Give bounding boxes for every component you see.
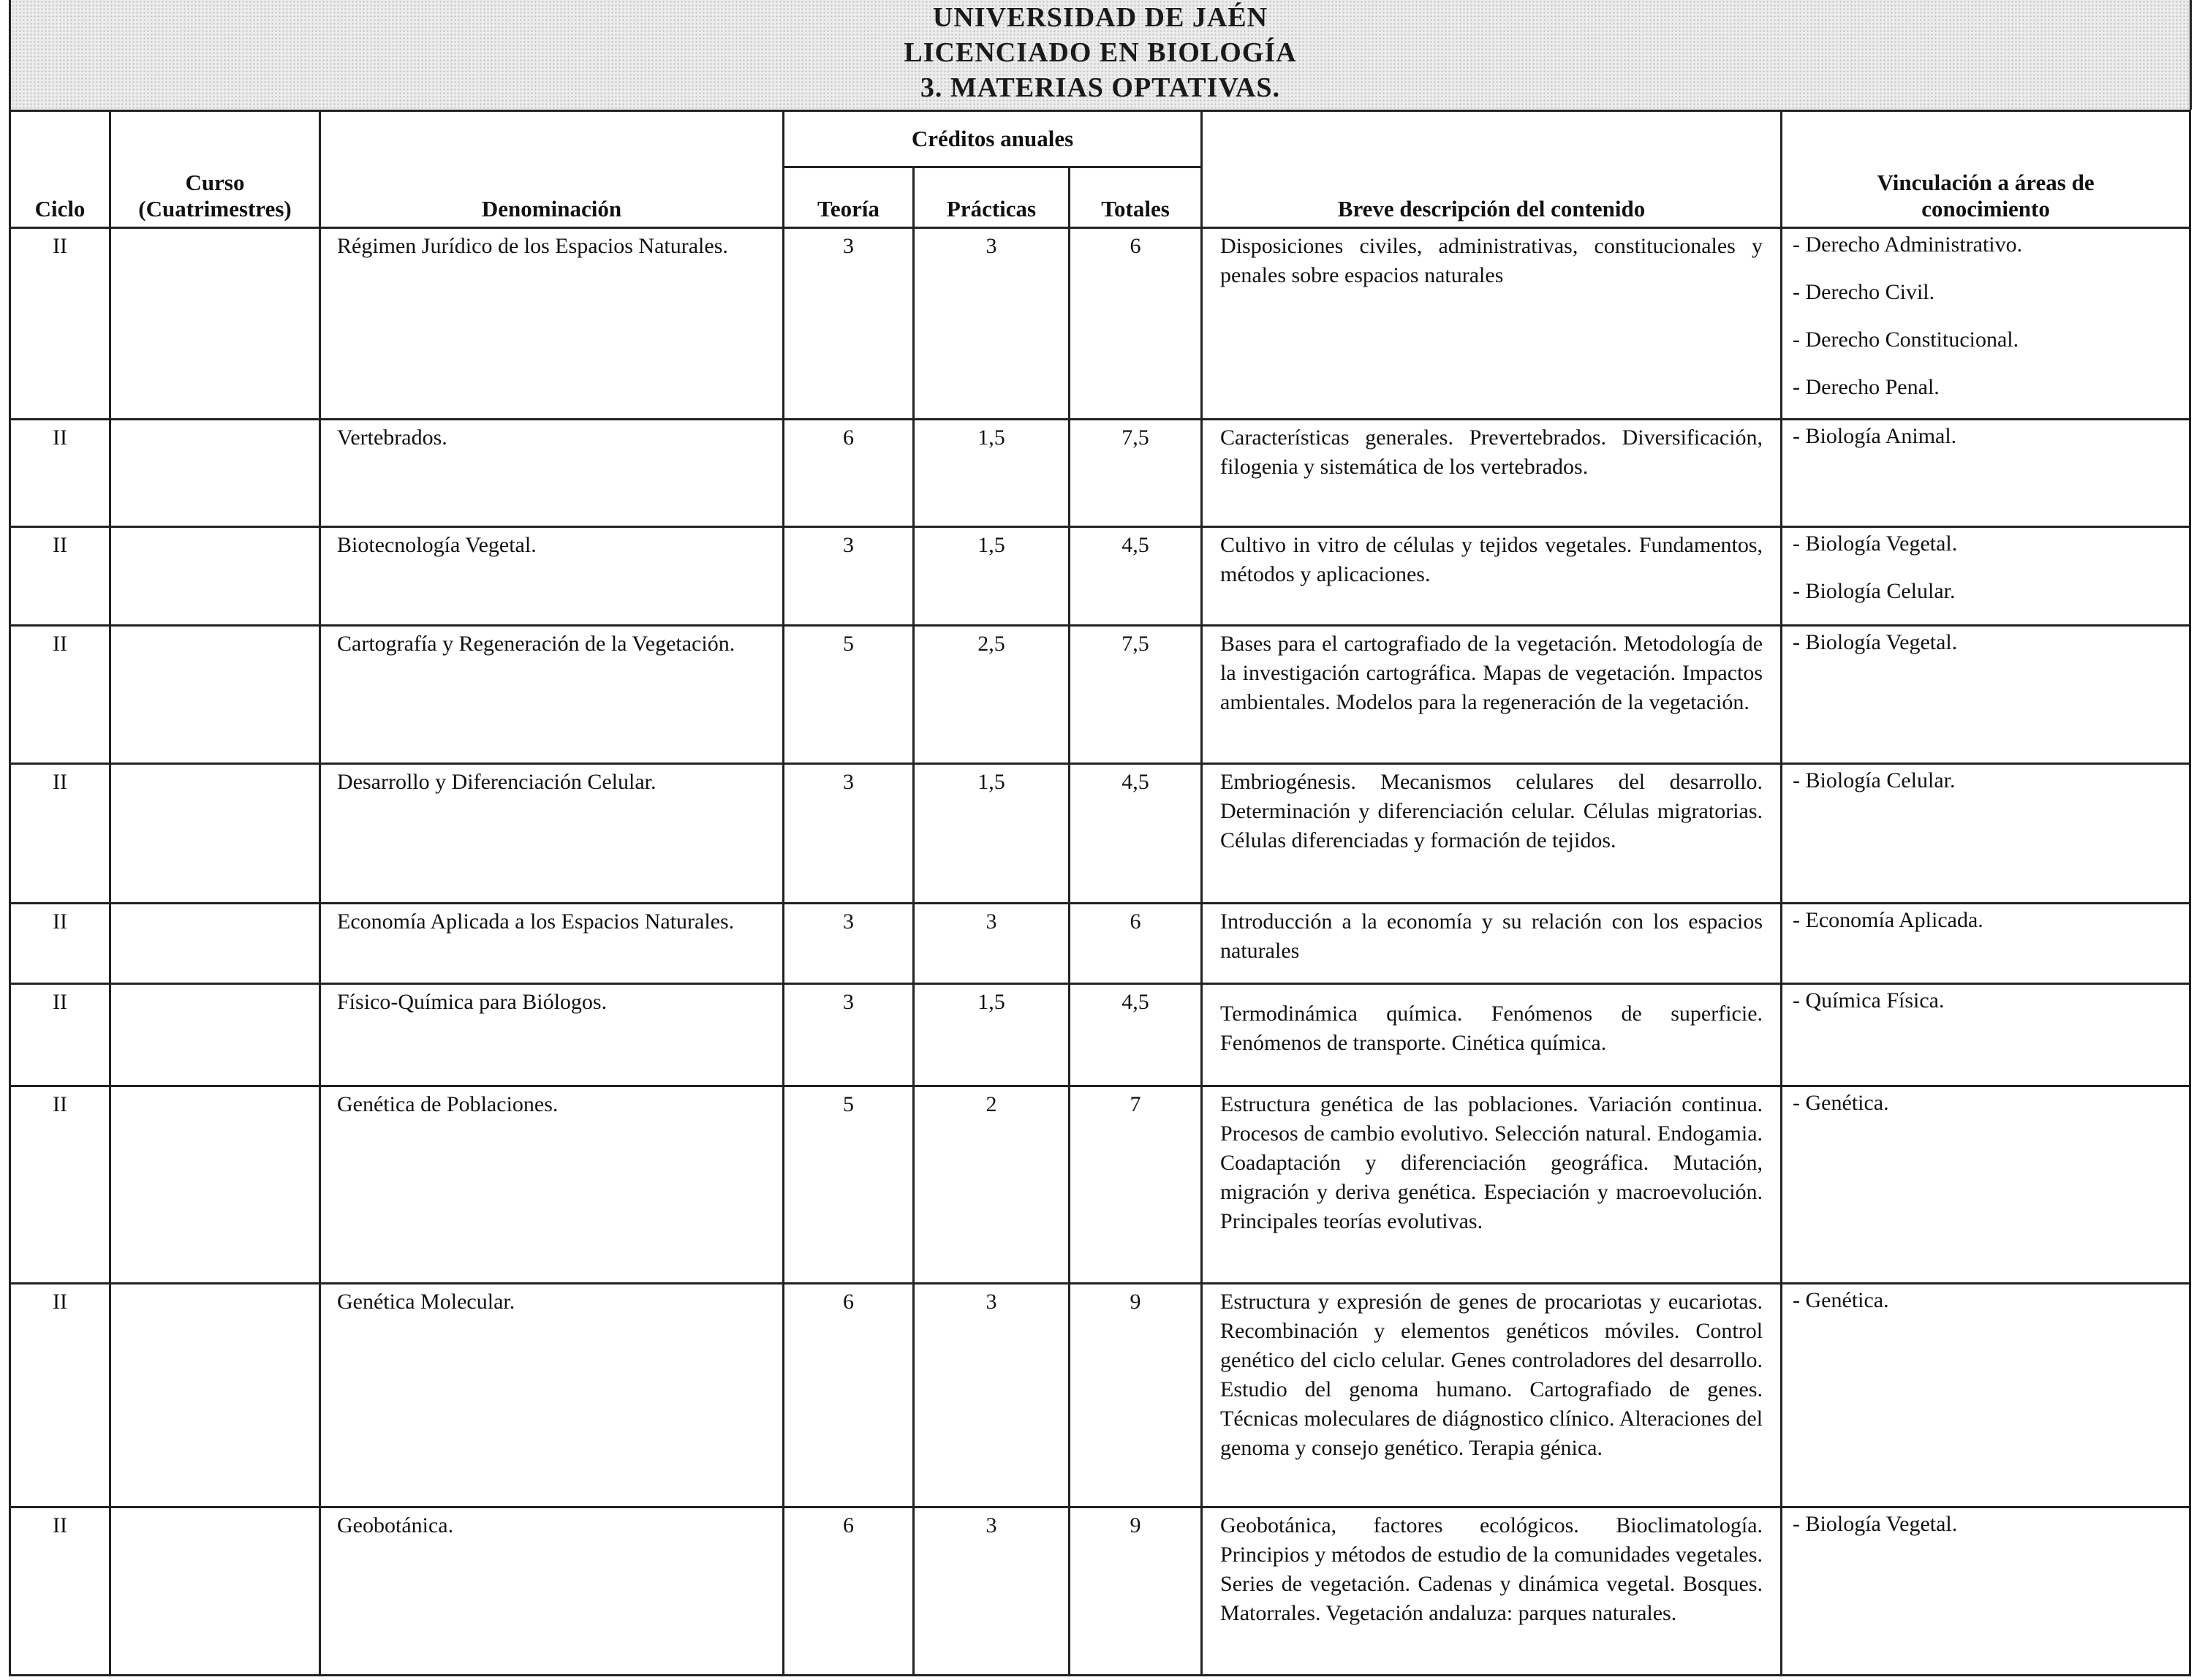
table-row [10, 1086, 2190, 1284]
table-row [10, 764, 2190, 904]
cell-teoria: 6 [784, 1507, 914, 1676]
area-item: - Genética. [1793, 1288, 1889, 1312]
cell-curso [110, 984, 320, 1086]
cell-teoria: 3 [784, 984, 914, 1086]
cell-totales: 4,5 [1070, 984, 1202, 1086]
table-row [10, 1507, 2190, 1676]
cell-ciclo: II [10, 764, 110, 904]
cell-totales: 7 [1070, 1086, 1202, 1284]
cell-descripcion: Bases para el cartografiado de la vegetación. Metodología de la investigación cartográfica. Mapas de vegetación. Impactos ambientales. Modelos para la regeneración de la vegetación. [1202, 626, 1782, 764]
cell-practicas: 1,5 [914, 764, 1070, 904]
cell-areas [1782, 228, 2190, 420]
cell-practicas: 3 [914, 1507, 1070, 1676]
header-practicas: Prácticas [914, 167, 1070, 228]
table-row [10, 228, 2190, 420]
header-curso-line1: Curso [185, 170, 245, 195]
header-creditos: Créditos anuales [784, 111, 1202, 167]
cell-curso [110, 1284, 320, 1507]
area-item: - Biología Vegetal. [1793, 1512, 1958, 1536]
cell-denominacion: Vertebrados. [320, 420, 784, 527]
cell-practicas: 3 [914, 1284, 1070, 1507]
area-item: - Economía Aplicada. [1793, 908, 1983, 932]
cell-curso [110, 527, 320, 626]
cell-areas [1782, 1086, 2190, 1284]
document-title-block [9, 0, 2192, 110]
cell-denominacion: Geobotánica. [320, 1507, 784, 1676]
cell-descripcion: Estructura y expresión de genes de procariotas y eucariotas. Recombinación y elementos genéticos móviles. Control genético del ciclo celular. Genes controladores del desarrollo. Estudio del genoma humano. Cartografiado de genes. Técnicas moleculares de diágnostico clínico. Alteraciones del genoma y consejo genético. Terapia génica. [1202, 1284, 1782, 1507]
area-item: - Derecho Civil. [1793, 280, 1935, 304]
header-denominacion: Denominación [320, 111, 784, 228]
cell-totales: 6 [1070, 904, 1202, 984]
area-item: - Derecho Penal. [1793, 375, 1940, 399]
cell-totales: 7,5 [1070, 626, 1202, 764]
table-row [10, 984, 2190, 1086]
cell-descripcion: Estructura genética de las poblaciones. Variación continua. Procesos de cambio evolutivo. Selección natural. Endogamia. Coadaptación y diferenciación geográfica. Mutación, migración y deriva genética. Especiación y macroevolución. Principales teorías evolutivas. [1202, 1086, 1782, 1284]
area-item: - Biología Celular. [1793, 579, 1956, 603]
cell-ciclo: II [10, 420, 110, 527]
cell-areas [1782, 904, 2190, 984]
cell-teoria: 5 [784, 626, 914, 764]
cell-ciclo: II [10, 904, 110, 984]
cell-totales: 7,5 [1070, 420, 1202, 527]
cell-totales: 4,5 [1070, 764, 1202, 904]
cell-denominacion: Físico-Química para Biólogos. [320, 984, 784, 1086]
cell-teoria: 3 [784, 228, 914, 420]
cell-practicas: 1,5 [914, 527, 1070, 626]
cell-denominacion: Biotecnología Vegetal. [320, 527, 784, 626]
cell-curso [110, 228, 320, 420]
cell-curso [110, 420, 320, 527]
cell-areas [1782, 984, 2190, 1086]
header-teoria: Teoría [784, 167, 914, 228]
university-name: UNIVERSIDAD DE JAÉN [932, 2, 1268, 33]
header-curso [110, 111, 320, 228]
cell-areas [1782, 527, 2190, 626]
cell-ciclo: II [10, 527, 110, 626]
cell-totales: 6 [1070, 228, 1202, 420]
optional-subjects-table [9, 110, 2191, 1676]
cell-descripcion: Características generales. Prevertebrados. Diversificación, filogenia y sistemática de los vertebrados. [1202, 420, 1782, 527]
header-totales: Totales [1070, 167, 1202, 228]
cell-ciclo: II [10, 228, 110, 420]
header-vinculacion-line1: Vinculación a áreas de [1877, 170, 2095, 195]
cell-areas [1782, 1507, 2190, 1676]
section-title: 3. MATERIAS OPTATIVAS. [920, 72, 1281, 103]
area-item: - Derecho Constitucional. [1793, 328, 2019, 352]
cell-ciclo: II [10, 1507, 110, 1676]
cell-denominacion: Genética de Poblaciones. [320, 1086, 784, 1284]
cell-descripcion: Introducción a la economía y su relación con los espacios naturales [1202, 904, 1782, 984]
cell-totales: 9 [1070, 1507, 1202, 1676]
cell-ciclo: II [10, 984, 110, 1086]
cell-descripcion: Termodinámica química. Fenómenos de superficie. Fenómenos de transporte. Cinética química. [1202, 984, 1782, 1086]
cell-teoria: 3 [784, 527, 914, 626]
cell-ciclo: II [10, 1284, 110, 1507]
table-row [10, 1284, 2190, 1507]
cell-descripcion: Cultivo in vitro de células y tejidos vegetales. Fundamentos, métodos y aplicaciones. [1202, 527, 1782, 626]
cell-curso [110, 1507, 320, 1676]
area-item: - Biología Vegetal. [1793, 630, 1958, 654]
cell-curso [110, 904, 320, 984]
header-curso-line2: (Cuatrimestres) [138, 196, 292, 222]
cell-curso [110, 1086, 320, 1284]
cell-curso [110, 764, 320, 904]
cell-teoria: 3 [784, 764, 914, 904]
area-item: - Derecho Administrativo. [1793, 232, 2023, 257]
area-item: - Biología Vegetal. [1793, 531, 1958, 556]
cell-denominacion: Cartografía y Regeneración de la Vegetación. [320, 626, 784, 764]
area-item: - Química Física. [1793, 988, 1945, 1013]
cell-practicas: 2 [914, 1086, 1070, 1284]
table-row [10, 904, 2190, 984]
cell-areas [1782, 1284, 2190, 1507]
cell-ciclo: II [10, 626, 110, 764]
cell-descripcion: Disposiciones civiles, administrativas, constitucionales y penales sobre espacios naturales [1202, 228, 1782, 420]
cell-descripcion: Geobotánica, factores ecológicos. Bioclimatología. Principios y métodos de estudio de la comunidades vegetales. Series de vegetación. Cadenas y dinámica vegetal. Bosques. Matorrales. Vegetación andaluza: parques naturales. [1202, 1507, 1782, 1676]
header-descripcion: Breve descripción del contenido [1202, 111, 1782, 228]
cell-practicas: 3 [914, 904, 1070, 984]
area-item: - Biología Animal. [1793, 424, 1957, 448]
cell-practicas: 2,5 [914, 626, 1070, 764]
cell-denominacion: Economía Aplicada a los Espacios Naturales. [320, 904, 784, 984]
header-vinculacion-line2: conocimiento [1921, 196, 2050, 222]
cell-teoria: 5 [784, 1086, 914, 1284]
cell-practicas: 1,5 [914, 420, 1070, 527]
cell-practicas: 1,5 [914, 984, 1070, 1086]
cell-areas [1782, 764, 2190, 904]
cell-descripcion: Embriogénesis. Mecanismos celulares del desarrollo. Determinación y diferenciación celular. Células migratorias. Células diferenciadas y formación de tejidos. [1202, 764, 1782, 904]
cell-teoria: 6 [784, 1284, 914, 1507]
header-row-1 [10, 111, 2190, 167]
table-row [10, 420, 2190, 527]
cell-totales: 9 [1070, 1284, 1202, 1507]
cell-denominacion: Régimen Jurídico de los Espacios Naturales. [320, 228, 784, 420]
cell-areas [1782, 626, 2190, 764]
cell-ciclo: II [10, 1086, 110, 1284]
area-item: - Genética. [1793, 1091, 1889, 1115]
cell-denominacion: Genética Molecular. [320, 1284, 784, 1507]
cell-totales: 4,5 [1070, 527, 1202, 626]
table-row [10, 626, 2190, 764]
cell-practicas: 3 [914, 228, 1070, 420]
degree-name: LICENCIADO EN BIOLOGÍA [904, 37, 1297, 68]
cell-areas [1782, 420, 2190, 527]
cell-teoria: 6 [784, 420, 914, 527]
cell-denominacion: Desarrollo y Diferenciación Celular. [320, 764, 784, 904]
table-row [10, 527, 2190, 626]
header-ciclo: Ciclo [10, 111, 110, 228]
area-item: - Biología Celular. [1793, 768, 1956, 792]
header-vinculacion [1782, 111, 2190, 228]
cell-teoria: 3 [784, 904, 914, 984]
cell-curso [110, 626, 320, 764]
